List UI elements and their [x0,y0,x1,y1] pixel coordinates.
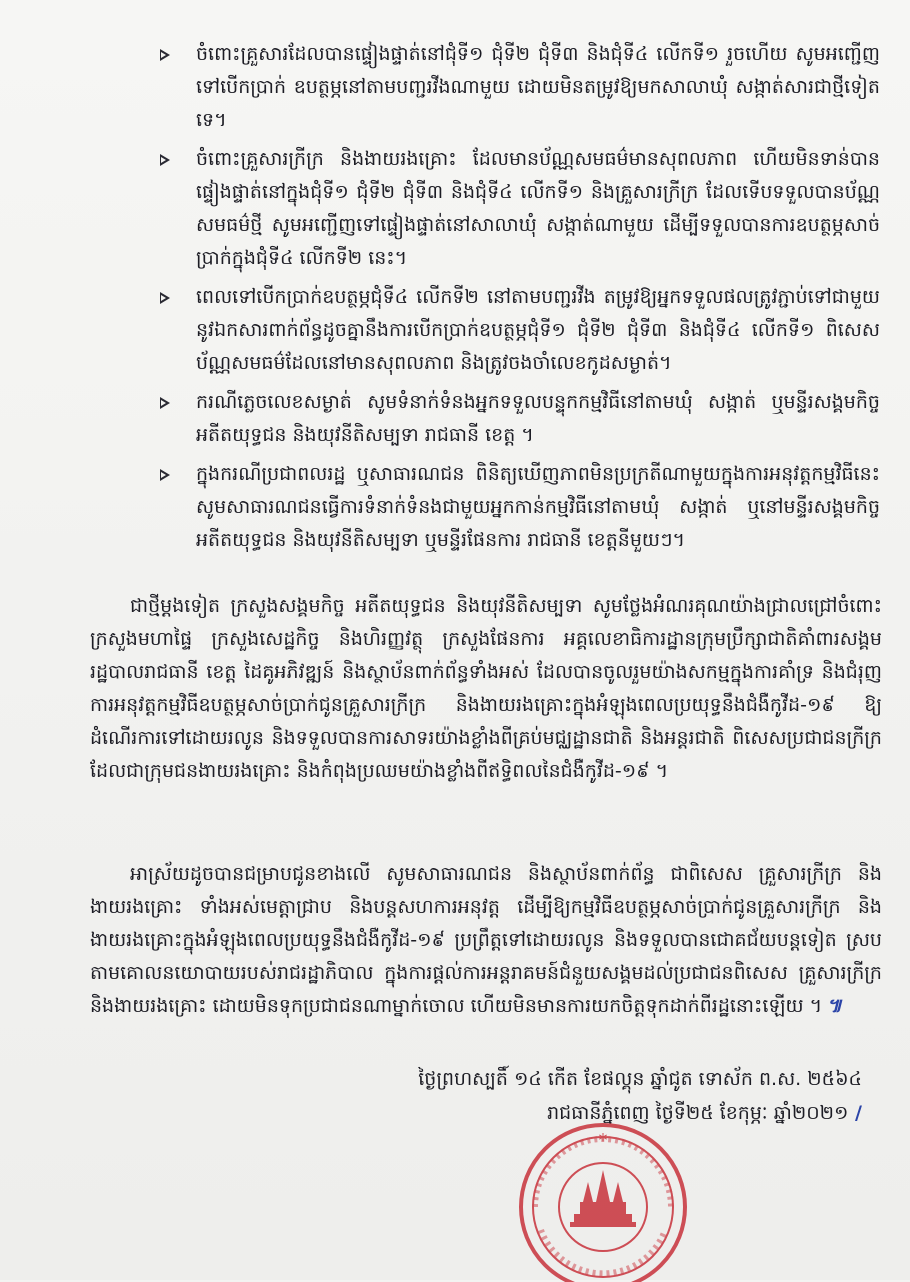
closing-paragraph [90,858,882,1023]
list-item [160,458,880,557]
list-item-text: ពេលទៅបើកប្រាក់ឧបត្ថម្ភជុំទី៤ លើកទី២ នៅតាមបញ្ជរវីង តម្រូវឱ្យអ្នកទទួលផលត្រូវភ្ជាប់ទៅជាមួយនូវឯកសារពាក់ព័ន្ធដូចគ្នានឹងការបើកប្រាក់ឧបត្ថម្ភជុំទី១ ជុំទី២ ជុំទី៣ និងជុំទី៤ លើកទី១ ពិសេសប័ណ្ណសមធម៌ដែលនៅមានសុពលភាព និងត្រូវចងចាំលេខកូដសម្ងាត់។ [196,286,880,374]
acknowledgement-paragraph: ជាថ្មីម្តងទៀត ក្រសួងសង្គមកិច្ច អតីតយុទ្ធជន និងយុវនីតិសម្បទា សូមថ្លែងអំណរគុណយ៉ាងជ្រាលជ្រៅចំពោះក្រសួងមហាផ្ទៃ ក្រសួងសេដ្ឋកិច្ច និងហិរញ្ញវត្ថុ ក្រសួងផែនការ អគ្គលេខាធិការដ្ឋានក្រុមប្រឹក្សាជាតិគាំពារសង្គម រដ្ឋបាលរាជធានី ខេត្ត ដៃគូអភិវឌ្ឍន៍ និងស្ថាប័នពាក់ព័ន្ធទាំងអស់ ដែលបានចូលរួមយ៉ាងសកម្មក្នុងការគាំទ្រ និងជំរុញការអនុវត្តកម្មវិធីឧបត្ថម្ភសាច់ប្រាក់ជូនគ្រួសារក្រីក្រ និងងាយរងគ្រោះក្នុងអំឡុងពេលប្រយុទ្ធនឹងជំងឺកូវីដ-១៩ ឱ្យដំណើរការទៅដោយរលូន និងទទួលបានការសាទរយ៉ាងខ្លាំងពីគ្រប់មជ្ឈដ្ឋានជាតិ និងអន្តរជាតិ ពិសេសប្រជាជនក្រីក្រដែលជាក្រុមជនងាយរងគ្រោះ និងកំពុងប្រឈមយ៉ាងខ្លាំងពីឥទ្ធិពលនៃជំងឺកូវីដ-១៩ ។ [90,595,882,782]
arrow-bullet-icon [160,154,170,166]
svg-text:*: * [598,1130,608,1151]
arrow-bullet-icon [160,469,170,481]
arrow-bullet-icon [160,397,170,409]
list-item [160,281,880,380]
arrow-bullet-icon [160,49,170,61]
angkor-temple-icon [570,1170,636,1227]
list-item-text: ក្នុងករណីប្រជាពលរដ្ឋ ឬសាធារណជន ពិនិត្យឃើញភាពមិនប្រក្រតីណាមួយក្នុងការអនុវត្តកម្មវិធីនេះ សូមសាធារណជនធ្វើការទំនាក់ទំនងជាមួយអ្នកកាន់កម្មវិធីនៅតាមឃុំ សង្កាត់ ឬនៅមន្ទីរសង្គមកិច្ច អតីតយុទ្ធជន និងយុវនីតិសម្បទា ឬមន្ទីរផែនការ រាជធានី ខេត្តនីមួយៗ។ [196,463,880,551]
arrow-bullet-icon [160,292,170,304]
handwritten-tick-mark: / [848,1102,862,1124]
solar-date-text: រាជធានីភ្នំពេញ ថ្ងៃទី២៥ ខែកុម្ភៈ ឆ្នាំ២០២១ [547,1102,849,1124]
list-item [160,38,880,137]
list-item [160,386,880,452]
list-item-text: ចំពោះគ្រួសារក្រីក្រ និងងាយរងគ្រោះ ដែលមានប័ណ្ណសមធម៌មានសុពលភាព ហើយមិនទាន់បានផ្ទៀងផ្ទាត់នៅក្នុងជុំទី១ ជុំទី២ ជុំទី៣ និងជុំទី៤ លើកទី១ និងគ្រួសារក្រីក្រ ដែលទើបទទួលបានប័ណ្ណសមធម៌ថ្មី សូមអញ្ជើញទៅផ្ទៀងផ្ទាត់នៅសាលាឃុំ សង្កាត់ណាមួយ ដើម្បីទទួលបានការឧបត្ថម្ភសាច់ប្រាក់ក្នុងជុំទី៤ លើកទី២ នេះ។ [196,148,880,269]
list-item-text: ករណីភ្លេចលេខសម្ងាត់ សូមទំនាក់ទំនងអ្នកទទួលបន្ទុកកម្មវិធីនៅតាមឃុំ សង្កាត់ ឬមន្ទីរសង្គមកិច្ច អតីតយុទ្ធជន និងយុវនីតិសម្បទា រាជធានី ខេត្ត ។ [196,391,880,446]
instruction-list [160,38,880,563]
list-item [160,143,880,275]
closing-paragraph-text: អាស្រ័យដូចបានជម្រាបជូនខាងលើ សូមសាធារណជន និងស្ថាប័នពាក់ព័ន្ធ ជាពិសេស គ្រួសារក្រីក្រ និងងាយរងគ្រោះ ទាំងអស់មេត្តាជ្រាប និងបន្តសហការអនុវត្ត ដើម្បីឱ្យកម្មវិធីឧបត្ថម្ភសាច់ប្រាក់ជូនគ្រួសារក្រីក្រ និងងាយរងគ្រោះក្នុងអំឡុងពេលប្រយុទ្ធនឹងជំងឺកូវីដ-១៩ ប្រព្រឹត្តទៅដោយរលូន និងទទួលបានជោគជ័យបន្តទៀត ស្របតាមគោលនយោបាយរបស់រាជរដ្ឋាភិបាល ក្នុងការផ្តល់ការអន្តរាគមន៍ជំនួយសង្គមដល់ប្រជាជនពិសេស គ្រួសារក្រីក្រ និងងាយរងគ្រោះ ដោយមិនទុកប្រជាជនណាម្នាក់ចោល ហើយមិនមានការយកចិត្តទុកដាក់ពីរដ្ឋនោះឡើយ ។ [90,863,882,1017]
official-seal-stamp [508,1112,698,1282]
lunar-date-line: ថ្ងៃព្រហស្បតិ៍ ១៤ កើត ខែផល្គុន ឆ្នាំជូត ទោស័ក ព.ស. ២៥៦៤ [418,1068,862,1090]
handwritten-initial: ៕ [826,995,842,1017]
list-item-text: ចំពោះគ្រួសារដែលបានផ្ទៀងផ្ទាត់នៅជុំទី១ ជុំទី២ ជុំទី៣ និងជុំទី៤ លើកទី១ រួចហើយ សូមអញ្ជើញទៅបើកប្រាក់ ឧបត្ថម្ភនៅតាមបញ្ជរវីងណាមួយ ដោយមិនតម្រូវឱ្យមកសាលាឃុំ សង្កាត់សារជាថ្មីទៀតទេ។ [196,43,880,131]
